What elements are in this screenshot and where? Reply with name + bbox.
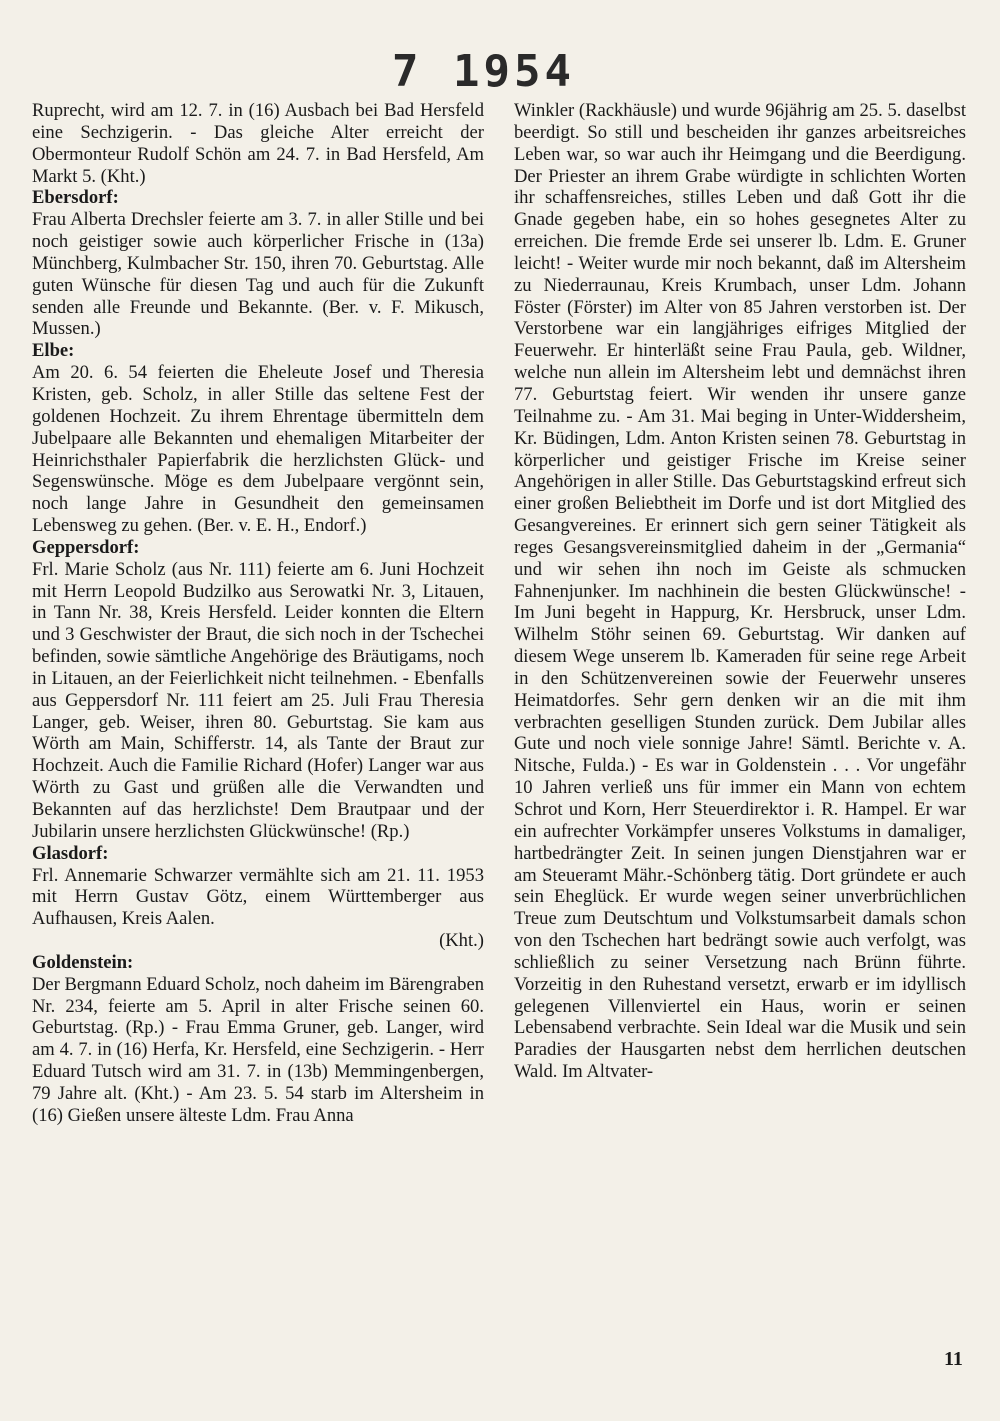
paragraph-elbe: Am 20. 6. 54 feierten die Eheleute Josef und Theresia Kristen, geb. Scholz, in aller Stille das seltene Fest der goldenen Hochzeit. Zu ihrem Ehrentage übermitteln dem Jubelpaare alle Bekannten und ehemaligen Mitarbeiter der Heinrichsthaler Papierfabrik die herzlichsten Glück- und Segenswünsche. Möge es dem Jubelpaare vergönnt sein, noch lange Jahre in Gesundheit den gemeinsamen Lebensweg zu gehen. (Ber. v. E. H., Endorf.) — [32, 362, 484, 537]
page-number: 11 — [944, 1348, 963, 1370]
paragraph-ebersdorf: Frau Alberta Drechsler feierte am 3. 7. in aller Stille und bei noch geistiger sowie auch körperlicher Frische in (13a) Münchberg, Kulmbacher Str. 150, ihren 70. Geburtstag. Alle guten Wünsche für diesen Tag und auch für die Zukunft senden alle Freunde und Bekannte. (Ber. v. F. Mikusch, Mussen.) — [32, 209, 484, 340]
paragraph-ruprecht: Ruprecht, wird am 12. 7. in (16) Ausbach bei Bad Hersfeld eine Sechzigerin. - Das gleiche Alter erreicht der Obermonteur Rudolf Schön am 24. 7. in Bad Hersfeld, Am Markt 5. (Kht.) — [32, 100, 484, 187]
paragraph-goldenstein: Der Bergmann Eduard Scholz, noch daheim im Bärengraben Nr. 234, feierte am 5. April in alter Frische seinen 60. Geburtstag. (Rp.) - Frau Emma Gruner, geb. Langer, wird am 4. 7. in (16) Herfa, Kr. Hersfeld, eine Sechzigerin. - Herr Eduard Tutsch wird am 31. 7. in (13b) Memmingenbergen, 79 Jahre alt. (Kht.) - Am 23. 5. 54 starb im Altersheim in (16) Gießen unsere älteste Ldm. Frau Anna — [32, 973, 484, 1126]
heading-glasdorf: Glasdorf: — [32, 842, 109, 864]
page-stamp: 7 1954 — [392, 46, 575, 97]
paragraph-glasdorf-signature: (Kht.) — [439, 930, 484, 952]
paragraph-winkler: Winkler (Rackhäusle) und wurde 96jährig am 25. 5. daselbst beerdigt. So still und bescheiden ihr ganzes arbeitsreiches Leben war, so war auch ihr Heimgang und die Beerdigung. Der Priester an ihrem Grabe würdigte in schlichten Worten ihr schaffensreiches, stilles Leben und daß Gott ihr die Gnade gegeben habe, ein so hohes gesegnetes Alter zu erreichen. Die fremde Erde sei unserer lb. Ldm. E. Gruner leicht! - Weiter wurde mir noch bekannt, daß im Altersheim zu Niederraunau, Kreis Krumbach, unser Ldm. Johann Föster (Förster) im Alter von 85 Jahren verstorben ist. Der Verstorbene war ein langjähriges eifriges Mitglied der Feuerwehr. Er hinterläßt seine Frau Paula, geb. Wildner, welche nun allein im Altersheim lebt und demnächst ihren 77. Geburtstag feiert. Wir wenden ihr unsere ganze Teilnahme zu. - Am 31. Mai beging in Unter-Widdersheim, Kr. Büdingen, Ldm. Anton Kristen seinen 78. Geburtstag in körperlicher und geistiger Frische im Kreise seiner Angehörigen in aller Stille. Das Geburtstagskind erfreut sich einer großen Beliebtheit im Dorfe und ist dort Mitglied des Gesangvereines. Er erinnert sich gern seiner Tätigkeit als reges Gesangsvereinsmitglied daheim in der „Germania“ und wir sehen ihn noch im Geiste als schmucken Fahnenjunker. Im nachhinein die besten Glückwünsche! - Im Juni begeht in Happurg, Kr. Hersbruck, unser Ldm. Wilhelm Stöhr seinen 69. Geburtstag. Wir danken auf diesem Wege unserem lb. Kameraden für seine rege Arbeit in den Schützenvereinen sowie der Feuerwehr unseres Heimatdorfes. Sehr gern denken wir an die mit ihm verbrachten geselligen Stunden zurück. Dem Jubilar alles Gute und noch viele sonnige Jahre! Sämtl. Berichte v. A. Nitsche, Fulda.) - Es war in Goldenstein . . . Vor ungefähr 10 Jahren verließ uns für immer ein Mann von echtem Schrot und Korn, Herr Steuerdirektor i. R. Hampel. Er war ein aufrechter Vorkämpfer unseres Volkstums in damaliger, hartbedrängter Zeit. In seinen jungen Dienstjahren war er am Steueramt Mähr.-Schönberg tätig. Dort gründete er auch sein Eheglück. Er wurde wegen seiner unverbrüchlichen Treue zum Deutschtum und Volkstumsarbeit damals schon von den Tschechen hart bedrängt sowie auch verfolgt, was schließlich zu seiner Versetzung nach Brünn führte. Vorzeitig in den Ruhestand versetzt, erwarb er im idyllisch gelegenen Villenviertel ein Haus, worin er seinen Lebensabend verbrachte. Sein Ideal war die Musik und sein Paradies der Hausgarten nebst dem herrlichen deutschen Wald. Im Altvater- — [514, 100, 966, 1083]
heading-ebersdorf: Ebersdorf: — [32, 187, 119, 209]
right-column — [514, 100, 966, 1083]
heading-goldenstein: Goldenstein: — [32, 951, 134, 973]
heading-geppersdorf: Geppersdorf: — [32, 536, 140, 558]
heading-elbe: Elbe: — [32, 340, 75, 362]
paragraph-geppersdorf: Frl. Marie Scholz (aus Nr. 111) feierte am 6. Juni Hochzeit mit Herrn Leopold Budzilko aus Serowatki Nr. 3, Litauen, in Tann Nr. 38, Kreis Hersfeld. Leider konnten die Eltern und 3 Geschwister der Braut, die sich noch in der Tschechei befinden, sowie sämtliche Angehörige des Bräutigams, noch in Litauen, an der Feierlichkeit nicht teilnehmen. - Ebenfalls aus Geppersdorf Nr. 111 feiert am 25. Juli Frau Theresia Langer, geb. Weiser, ihren 80. Geburtstag. Sie kam aus Wörth am Main, Schifferstr. 14, als Tante der Braut zur Hochzeit. Auch die Familie Richard (Hofer) Langer war aus Wörth zu Gast und grüßen alle die Verwandten und Bekannten auf das herzlichste! Dem Brautpaar und der Jubilarin unsere herzlichsten Glückwünsche! (Rp.) — [32, 558, 484, 842]
paragraph-glasdorf: Frl. Annemarie Schwarzer vermählte sich am 21. 11. 1953 mit Herrn Gustav Götz, einem Württemberger aus Aufhausen, Kreis Aalen. — [32, 864, 484, 930]
left-column — [32, 100, 484, 1127]
